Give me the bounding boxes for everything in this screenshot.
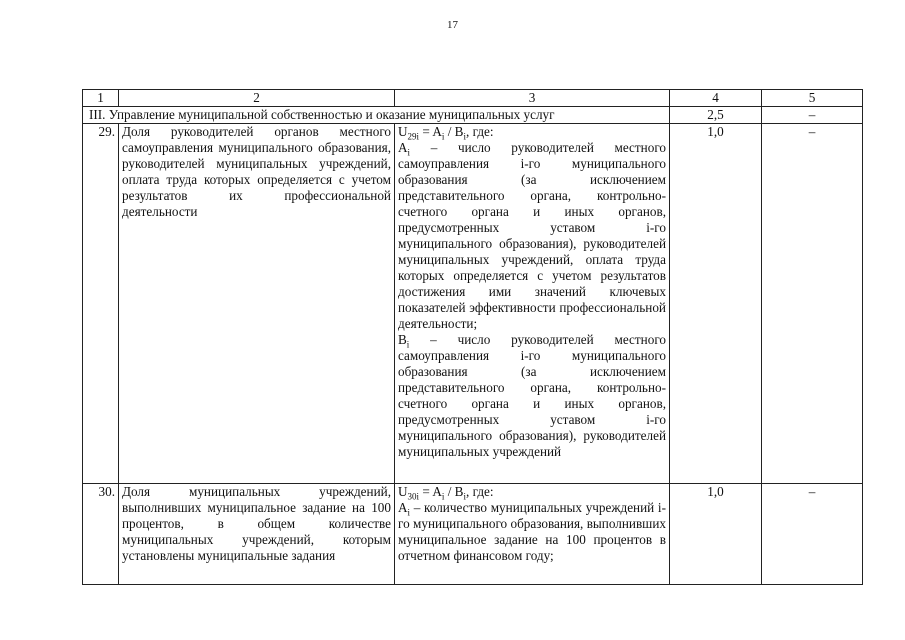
indicator-weight: 1,0 <box>670 124 762 484</box>
formula: $U_{29i} = A_i / B_i$, где: <box>398 124 494 142</box>
row-number: 30. <box>83 484 119 585</box>
header-cell-2: 2 <box>119 90 395 107</box>
indicator-weight: 1,0 <box>670 484 762 585</box>
indicator-col5: – <box>762 484 863 585</box>
a-definition: $A_i$ – количество муниципальных учреждений i-го муниципального образования, выполнивших муниципальное задание на 100 процентов в отчетном финансовом году; <box>398 500 666 563</box>
formula: $U_{30i} = A_i / B_i$, где: <box>398 484 494 502</box>
indicator-description: Доля руководителей органов местного самоуправления муниципального образования, руководителей муниципальных учреждений, оплата труда которых определяется с учетом результатов их профессиональной деятельности <box>119 124 395 484</box>
indicator-table <box>82 89 863 585</box>
section-row <box>83 107 863 124</box>
table-header-row <box>83 90 863 107</box>
calculation-method <box>395 484 670 585</box>
section-col5: – <box>762 107 863 124</box>
indicator-col5: – <box>762 124 863 484</box>
b-definition: $B_i$ – число руководителей местного самоуправления i-го муниципального образования (за исключением представительного органа, контрольно-счетного органа и иных органов, предусмотренных уставом i-го муниципального образования), руководителей муниципальных учреждений <box>398 332 666 459</box>
section-title: III. Управление муниципальной собственностью и оказание муниципальных услуг <box>83 107 670 124</box>
page-number: 17 <box>447 19 458 31</box>
table-row <box>83 484 863 585</box>
header-cell-5: 5 <box>762 90 863 107</box>
header-cell-4: 4 <box>670 90 762 107</box>
header-cell-3: 3 <box>395 90 670 107</box>
table-row <box>83 124 863 484</box>
header-cell-1: 1 <box>83 90 119 107</box>
section-weight: 2,5 <box>670 107 762 124</box>
indicator-description: Доля муниципальных учреждений, выполнивших муниципальное задание на 100 процентов, в общем количестве муниципальных учреждений, которым установлены муниципальные задания <box>119 484 395 585</box>
row-number: 29. <box>83 124 119 484</box>
a-definition: $A_i$ – число руководителей местного самоуправления i-го муниципального образования (за исключением представительного органа, контрольно-счетного органа и иных органов, предусмотренных уставом i-го муниципального образования), руководителей муниципальных учреждений, оплата труда которых определяется с учетом результатов достижения ими значений ключевых показателей эффективности профессиональной деятельности; <box>398 140 666 331</box>
calculation-method <box>395 124 670 484</box>
